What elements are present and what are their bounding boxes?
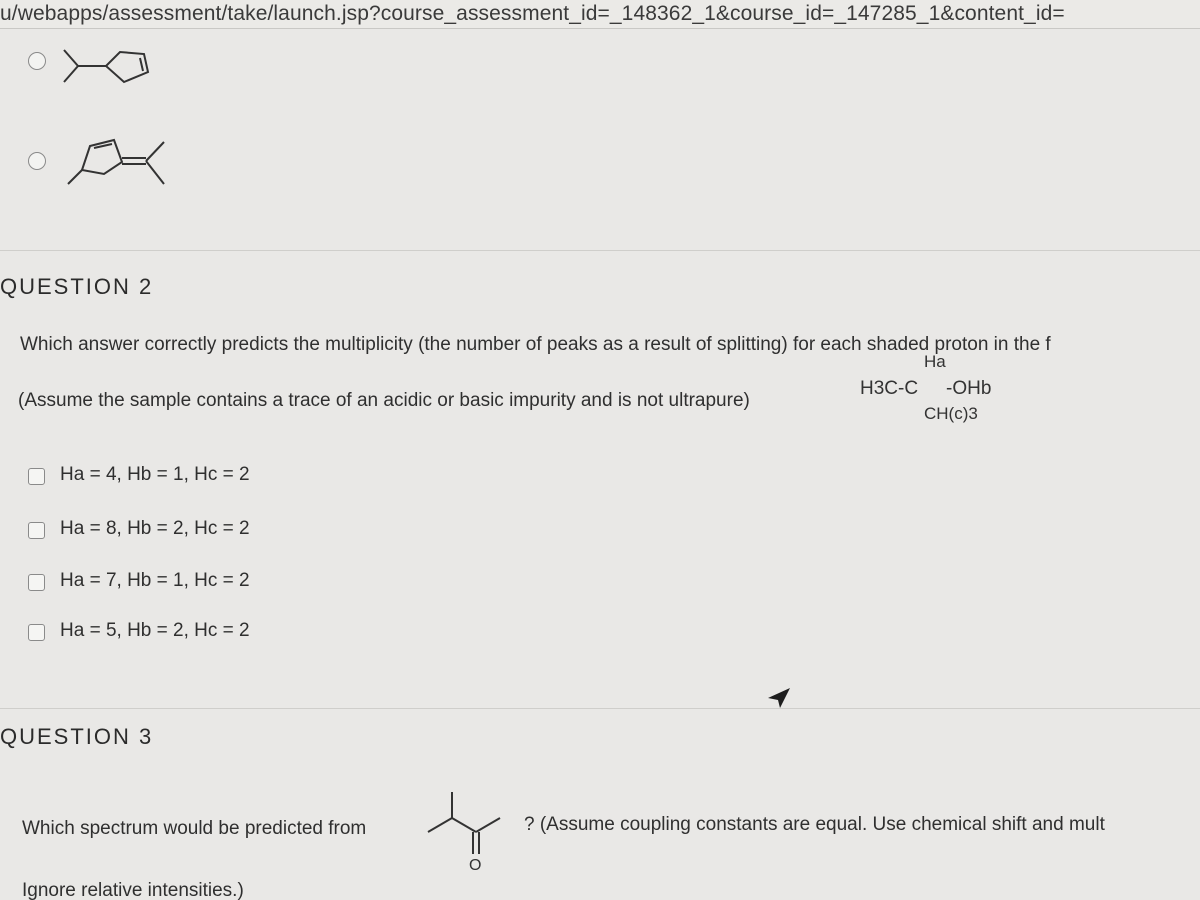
question-3-prompt-line2: Ignore relative intensities.) bbox=[22, 880, 244, 900]
formula-main-right: -OHb bbox=[946, 378, 992, 399]
chemical-formula bbox=[860, 352, 1060, 432]
q2-option-1-label: Ha = 4, Hb = 1, Hc = 2 bbox=[60, 464, 250, 485]
cyclopentenyl-ketone-structure bbox=[58, 40, 168, 88]
divider bbox=[0, 708, 1200, 709]
ketone-structure bbox=[424, 782, 514, 872]
formula-main-left: H3C-C bbox=[860, 378, 919, 399]
formula-ch3: CH(c)3 bbox=[924, 404, 978, 423]
q2-option-3-label: Ha = 7, Hb = 1, Hc = 2 bbox=[60, 570, 250, 591]
q2-option-2-checkbox[interactable] bbox=[28, 522, 45, 539]
question-3-prompt-end: ? (Assume coupling constants are equal. Use chemical shift and mult bbox=[524, 814, 1105, 835]
q2-option-1-checkbox[interactable] bbox=[28, 468, 45, 485]
q1-option-2-radio[interactable] bbox=[28, 152, 46, 170]
mouse-cursor-icon bbox=[766, 684, 792, 710]
url-text: u/webapps/assessment/take/launch.jsp?course_assessment_id=_148362_1&course_id=_147285_1&content_id= bbox=[0, 2, 1065, 25]
q2-option-4-checkbox[interactable] bbox=[28, 624, 45, 641]
cyclopentene-isopropylidene-structure bbox=[64, 128, 184, 188]
question-2-heading: QUESTION 2 bbox=[0, 274, 154, 299]
formula-ha: Ha bbox=[924, 352, 946, 371]
divider bbox=[0, 250, 1200, 251]
question-2-prompt: Which answer correctly predicts the multiplicity (the number of peaks as a result of splitting) for each shaded proton in the f bbox=[20, 334, 1051, 355]
q2-option-4-label: Ha = 5, Hb = 2, Hc = 2 bbox=[60, 620, 250, 641]
address-bar[interactable] bbox=[0, 0, 1200, 29]
q2-option-3-checkbox[interactable] bbox=[28, 574, 45, 591]
svg-text:O: O bbox=[469, 857, 482, 872]
question-2-assumption: (Assume the sample contains a trace of an acidic or basic impurity and is not ultrapure) bbox=[18, 390, 750, 411]
q1-option-1-radio[interactable] bbox=[28, 52, 46, 70]
question-3-heading: QUESTION 3 bbox=[0, 724, 154, 749]
q2-option-2-label: Ha = 8, Hb = 2, Hc = 2 bbox=[60, 518, 250, 539]
question-3-prompt-start: Which spectrum would be predicted from bbox=[22, 818, 367, 839]
